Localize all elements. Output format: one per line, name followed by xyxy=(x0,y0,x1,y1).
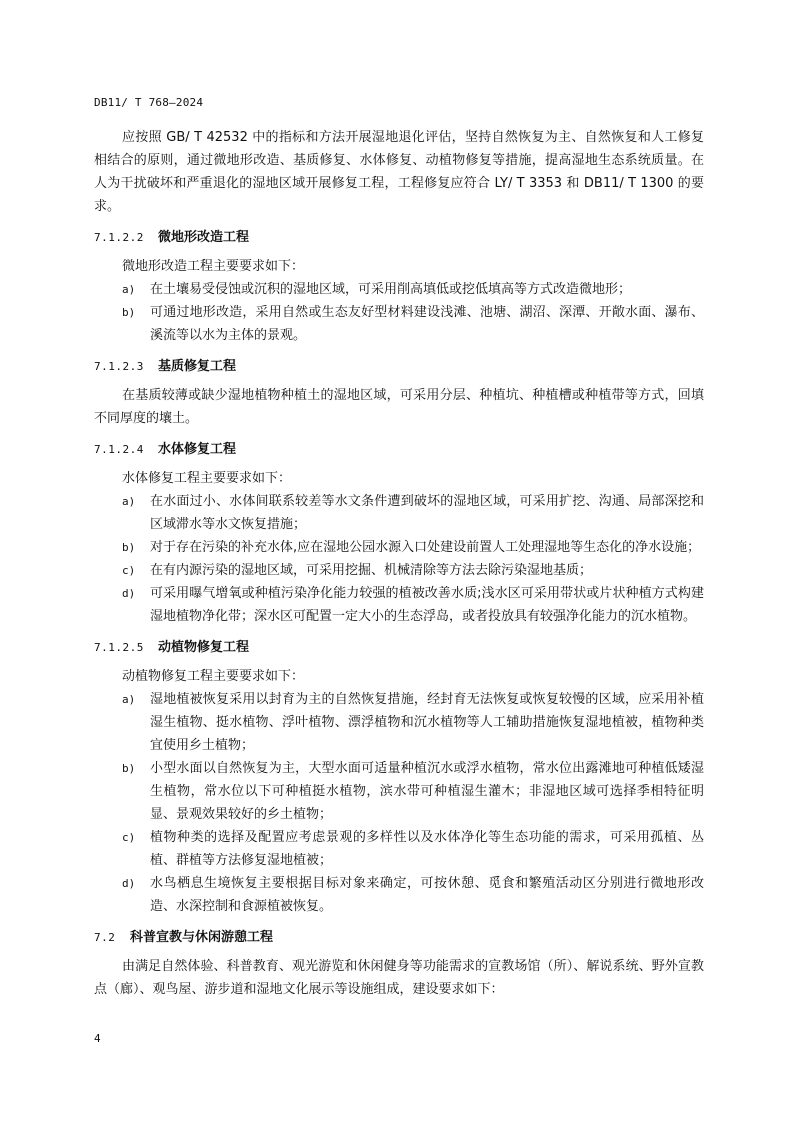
list-marker: b) xyxy=(122,306,136,319)
list-item xyxy=(94,872,704,918)
list-text: 小型水面以自然恢复为主，大型水面可适量种植沉水或浮水植物，常水位出露滩地可种植低矮湿生植物，常水位以下可种植挺水植物，滨水带可种植湿生灌木；非湿地区域可选择季相特征明显、景观效果较好的乡土植物； xyxy=(150,761,704,822)
section-title: 微地形改造工程 xyxy=(158,230,250,245)
list-item xyxy=(94,301,704,347)
list-text: 对于存在污染的补充水体,应在湿地公园水源入口处建设前置人工处理湿地等生态化的净水设施； xyxy=(150,540,701,555)
page-content xyxy=(94,126,704,1001)
list-item xyxy=(94,688,704,757)
list-item xyxy=(94,582,704,628)
section-paragraph: 在基质较薄或缺少湿地植物种植土的湿地区域，可采用分层、种植坑、种植槽或种植带等方式，回填不同厚度的壤土。 xyxy=(94,388,704,426)
section-title: 水体修复工程 xyxy=(158,442,237,457)
list-item xyxy=(94,490,704,536)
list-marker: a) xyxy=(122,495,136,508)
section-paragraph: 由满足自然体验、科普教育、观光游览和休闲健身等功能需求的宣教场馆（所）、解说系统、野外宣教点（廊）、观鸟屋、游步道和湿地文化展示等设施组成，建设要求如下： xyxy=(94,959,704,997)
section-number: 7.2 xyxy=(94,931,116,944)
section-heading-7-1-2-2 xyxy=(94,226,704,249)
list-item xyxy=(94,559,704,582)
list-marker: d) xyxy=(122,587,136,600)
list-text: 可采用曝气增氧或种植污染净化能力较强的植被改善水质;浅水区可采用带状或片状种植方式构建湿地植物净化带；深水区可配置一定大小的生态浮岛，或者投放具有较强净化能力的沉水植物。 xyxy=(150,586,704,624)
list-text: 湿地植被恢复采用以封育为主的自然恢复措施，经封育无法恢复或恢复较慢的区域，应采用补植湿生植物、挺水植物、浮叶植物、漂浮植物和沉水植物等人工辅助措施恢复湿地植被，植物种类宜使用乡土植物； xyxy=(150,692,704,753)
list-item xyxy=(94,536,704,559)
list-marker: d) xyxy=(122,877,136,890)
section-heading-7-1-2-4 xyxy=(94,438,704,461)
list-text: 可通过地形改造，采用自然或生态友好型材料建设浅滩、池塘、湖沼、深潭、开敞水面、瀑布、溪流等以水为主体的景观。 xyxy=(150,305,704,343)
list-item xyxy=(94,826,704,872)
document-code: DB11/ T 768—2024 xyxy=(94,96,204,109)
list-marker: a) xyxy=(122,283,136,296)
list-text: 在有内源污染的湿地区域，可采用挖掘、机械清除等方法去除污染湿地基质； xyxy=(150,563,593,578)
list-marker: a) xyxy=(122,693,136,706)
list-marker: c) xyxy=(122,564,136,577)
section-title: 动植物修复工程 xyxy=(158,640,250,655)
intro-paragraph: 应按照 GB/ T 42532 中的指标和方法开展湿地退化评估，坚持自然恢复为主、自然恢复和人工修复相结合的原则，通过微地形改造、基质修复、水体修复、动植物修复等措施，提高湿地生态系统质量。在人为干扰破坏和严重退化的湿地区域开展修复工程，工程修复应符合 LY/ T 3353 和 DB11/ T 1300 的要求。 xyxy=(94,130,704,214)
section-number: 7.1.2.2 xyxy=(94,231,144,244)
section-title: 基质修复工程 xyxy=(158,359,237,374)
section-heading-7-1-2-5 xyxy=(94,636,704,659)
section-number: 7.1.2.4 xyxy=(94,443,144,456)
section-heading-7-1-2-3 xyxy=(94,355,704,378)
section-intro: 微地形改造工程主要要求如下： xyxy=(122,259,305,274)
section-number: 7.1.2.5 xyxy=(94,641,144,654)
list-marker: b) xyxy=(122,762,136,775)
section-intro: 动植物修复工程主要要求如下： xyxy=(122,669,305,684)
list-text: 在水面过小、水体间联系较差等水文条件遭到破坏的湿地区域，可采用扩挖、沟通、局部深挖和区域滞水等水文恢复措施； xyxy=(150,494,704,532)
list-marker: c) xyxy=(122,831,136,844)
list-text: 在土壤易受侵蚀或沉积的湿地区域，可采用削高填低或挖低填高等方式改造微地形； xyxy=(150,282,632,297)
list-item xyxy=(94,757,704,826)
list-text: 水鸟栖息生境恢复主要根据目标对象来确定，可按休憩、觅食和繁殖活动区分别进行微地形改造、水深控制和食源植被恢复。 xyxy=(150,876,704,914)
section-number: 7.1.2.3 xyxy=(94,360,144,373)
list-item xyxy=(94,278,704,301)
list-marker: b) xyxy=(122,541,136,554)
page-number: 4 xyxy=(94,1032,101,1045)
section-title: 科普宣教与休闲游憩工程 xyxy=(130,930,274,945)
section-heading-7-2 xyxy=(94,926,704,949)
section-intro: 水体修复工程主要要求如下： xyxy=(122,471,292,486)
list-text: 植物种类的选择及配置应考虑景观的多样性以及水体净化等生态功能的需求，可采用孤植、丛植、群植等方法修复湿地植被； xyxy=(150,830,704,868)
